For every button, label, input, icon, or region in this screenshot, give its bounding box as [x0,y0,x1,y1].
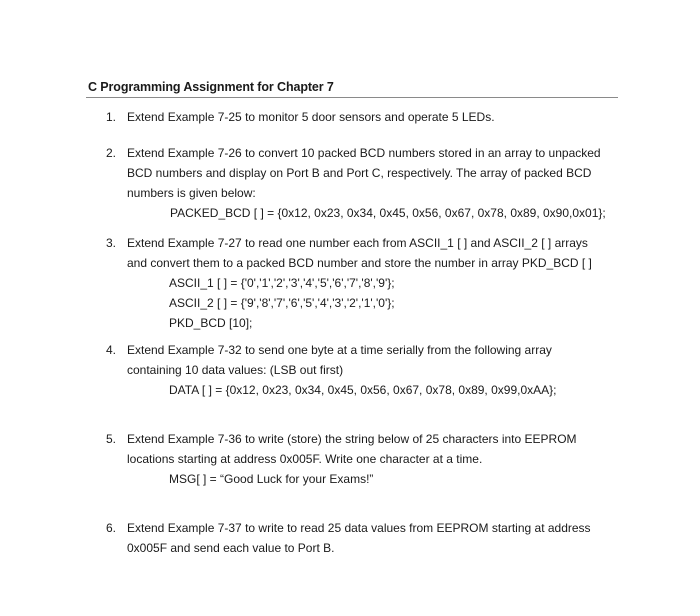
item-text-line: numbers is given below: [127,186,256,200]
item-text-line: Extend Example 7-36 to write (store) the string below of 25 characters into EEPROM [127,432,577,446]
item-number: 1. [106,110,117,124]
item-number: 2. [106,146,117,160]
item-text-line: locations starting at address 0x005F. Write one character at a time. [127,452,483,466]
item-text-line: Extend Example 7-26 to convert 10 packed BCD numbers stored in an array to unpacked [127,146,601,160]
item-number: 3. [106,236,117,250]
title-underline [86,97,618,98]
code-line: ASCII_1 [ ] = {'0','1','2','3','4','5','6','7','8','9'}; [169,276,395,290]
item-number: 4. [106,343,117,357]
item-text-line: containing 10 data values: (LSB out first) [127,363,344,377]
code-line: ASCII_2 [ ] = {'9','8','7','6','5','4','3','2','1','0'}; [169,296,395,310]
document-title: C Programming Assignment for Chapter 7 [88,80,334,94]
code-line: MSG[ ] = “Good Luck for your Exams!” [169,472,374,486]
item-text-line: Extend Example 7-37 to write to read 25 data values from EEPROM starting at address [127,521,591,535]
item-text-line: Extend Example 7-25 to monitor 5 door sensors and operate 5 LEDs. [127,110,495,124]
item-number: 6. [106,521,117,535]
item-text-line: 0x005F and send each value to Port B. [127,541,335,555]
item-text-line: Extend Example 7-32 to send one byte at a time serially from the following array [127,343,552,357]
code-line: PACKED_BCD [ ] = {0x12, 0x23, 0x34, 0x45, 0x56, 0x67, 0x78, 0x89, 0x90,0x01}; [170,206,606,220]
code-line: PKD_BCD [10]; [169,316,253,330]
item-number: 5. [106,432,117,446]
item-text-line: Extend Example 7-27 to read one number each from ASCII_1 [ ] and ASCII_2 [ ] arrays [127,236,588,250]
item-text-line: BCD numbers and display on Port B and Port C, respectively. The array of packed BCD [127,166,592,180]
code-line: DATA [ ] = {0x12, 0x23, 0x34, 0x45, 0x56, 0x67, 0x78, 0x89, 0x99,0xAA}; [169,383,557,397]
item-text-line: and convert them to a packed BCD number and store the number in array PKD_BCD [ ] [127,256,592,270]
